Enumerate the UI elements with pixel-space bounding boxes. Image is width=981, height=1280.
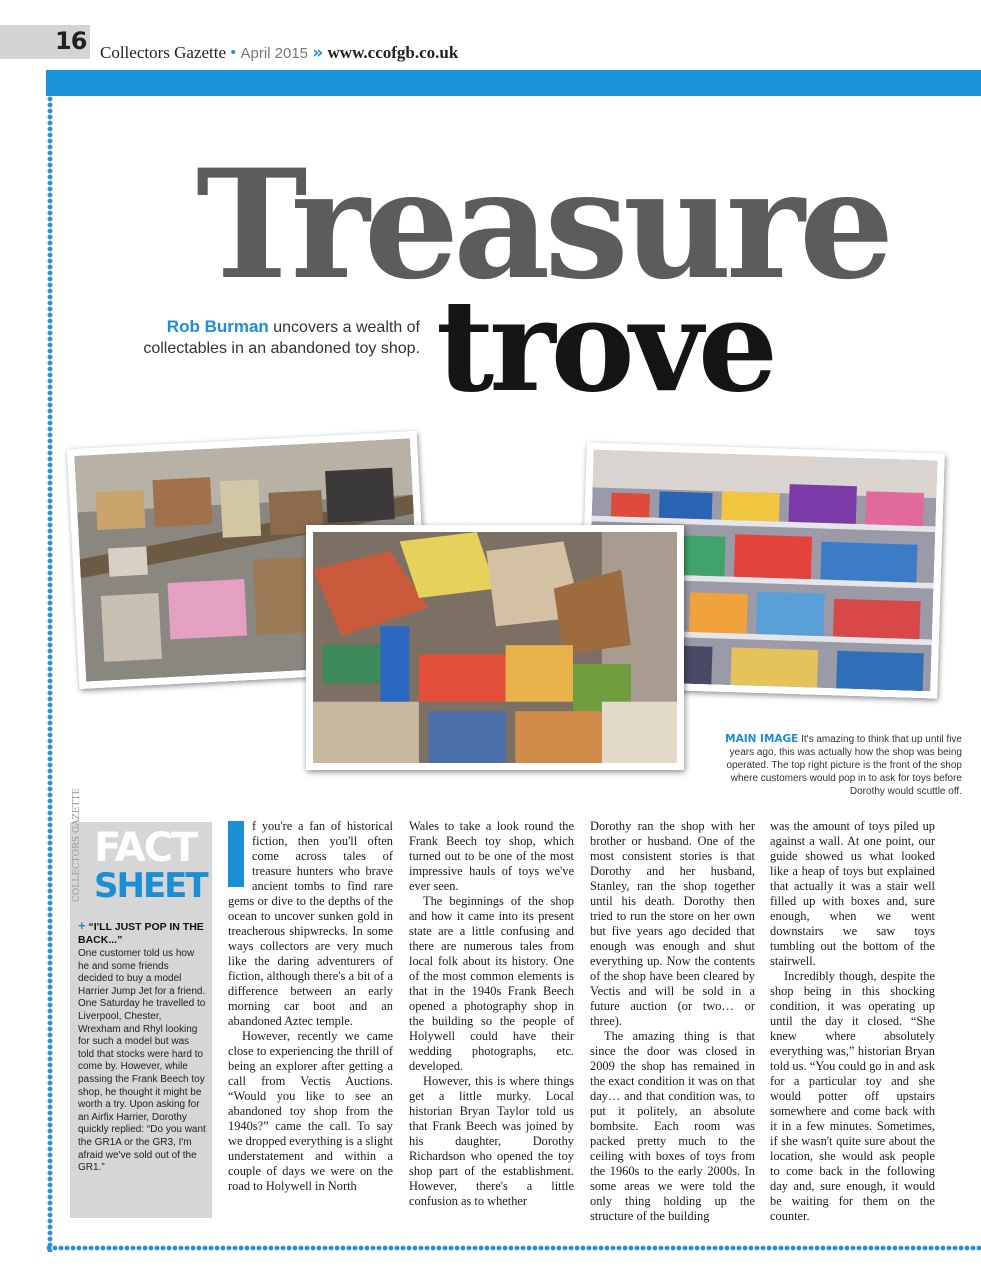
article-paragraph: Wales to take a look round the Frank Beech toy shop, which turned out to be one of the most impressive hauls of toys we've ever seen. xyxy=(409,819,574,893)
fact-sheet-heading xyxy=(70,787,212,908)
caption-label: MAIN IMAGE xyxy=(725,733,799,745)
fact-sheet-subheading xyxy=(78,920,212,946)
dotted-border-bottom xyxy=(46,1244,981,1252)
article-paragraph: However, this is where things get a little murky. Local historian Bryan Taylor told us that Frank Beech was joined by his daughter, Dorothy Richardson who opened the toy shop part of the establishment. However, there's a little confusion as to whether xyxy=(409,1074,574,1208)
headline-line-1: Treasure xyxy=(196,137,889,313)
article-paragraph: was the amount of toys piled up against a wall. At one point, our guide showed us what looked like a heap of toys but explained that actually it was a stair well filled up with boxes and, sure enough, when we went downstairs we saw toys tumbling out the bottom of the stairwell. xyxy=(770,819,935,968)
fact-sheet-title-1: FACT xyxy=(94,825,197,871)
header-blue-bar xyxy=(46,70,981,96)
website-url[interactable]: www.ccofgb.co.uk xyxy=(327,43,459,62)
article-column-3 xyxy=(590,819,755,1224)
fact-sheet-title-2: SHEET xyxy=(94,866,207,906)
article-column-4 xyxy=(770,819,935,1224)
running-header xyxy=(100,43,458,63)
issue-date: April 2015 xyxy=(240,45,309,62)
standfirst xyxy=(100,316,420,359)
publication-name: Collectors Gazette xyxy=(100,43,227,62)
dotted-border-left xyxy=(46,96,54,1252)
photo-caption xyxy=(700,733,962,798)
article-paragraph: Incredibly though, despite the shop being in this shocking condition, it was operating up until the day it closed. “She knew where absolutely everything was,” historian Bryan told us. “You could go in and ask for a particular toy and she would potter off upstairs somewhere and come back with it in a few minutes. Sometimes, if she wasn't quite sure about the location, she would ask people to come back in the following day and, sure enough, it would be waiting for them on the counter. xyxy=(770,969,935,1223)
article-paragraph: The beginnings of the shop and how it came into its present state are a little confusing and there are numerous tales from local folk about its history. One of the most common elements is that in the 1940s Frank Beech opened a photography shop in the building so the people of Holywell could have their wedding photographs, etc. developed. xyxy=(409,894,574,1073)
article-paragraph: Dorothy ran the shop with her brother or husband. One of the most consistent stories is that Dorothy and her husband, Stanley, ran the shop together until his death. Dorothy then tried to run the store on her own but five years ago decided that enough was enough and shut everything up. Now the contents of the shop have been cleared by Vectis and will be sold in a future auction (or two… or three). xyxy=(590,819,755,1028)
fact-sheet-brand: COLLECTORS GAZETTE xyxy=(72,787,82,902)
fact-sheet-box xyxy=(70,787,212,1218)
photo-main-pile xyxy=(306,525,684,770)
caption-text: It's amazing to think that up until five years ago, this was actually how the shop was being operated. The top right picture is the front of the shop where customers would pop in to ask for toys before Dorothy would scuttle off. xyxy=(726,734,962,797)
drop-cap xyxy=(228,821,244,887)
article-paragraph: However, recently we came close to experiencing the thrill of being an explorer after getting a call from Vectis Auctions. “Would you like to see an abandoned toy shop from the 1940s?” came the call. To say we dropped everything is a slight understatement and within a couple of days we were on the road to Holywell in North xyxy=(228,1029,393,1193)
author-name: Rob Burman xyxy=(166,317,269,336)
chevron-right-icon: » xyxy=(312,43,324,63)
fact-sheet-body: One customer told us how he and some friends decided to buy a model Harrier Jump Jet for a friend. One Saturday he travelled to Liverpool, Chester, Wrexham and Rhyl looking for such a model but was told that stocks were hard to come by. However, while passing the Frank Beech toy shop, he thought it might be worth a try. Upon asking for an Airfix Harrier, Dorothy quickly replied: “Do you want the GR1A or the GR3, I'm afraid we've sold out of the GR1.” xyxy=(78,948,206,1174)
photo-main-image xyxy=(313,532,677,763)
plus-icon: + xyxy=(78,918,86,933)
header-separator: • xyxy=(230,43,237,62)
page-number: 16 xyxy=(55,27,87,55)
standfirst-text: uncovers a wealth of collectables in an abandoned toy shop. xyxy=(143,319,420,357)
headline-line-2: trove xyxy=(436,272,774,420)
article-paragraph: f you're a fan of historical fiction, then you'll often come across tales of treasure hunters who brave ancient tombs to find rare gems or dive to the depths of the ocean to uncover sunken gold in treacherous shipwrecks. In some ways collectors are very much like the daring adventurers of fiction, although there's a bit of a difference between an early morning car boot and an abandoned Aztec temple. xyxy=(228,819,393,1028)
article-column-1 xyxy=(228,819,393,1194)
article-paragraph: The amazing thing is that since the door was closed in 2009 the shop has remained in the exact condition it was on that day… and that condition was, to put it politely, an absolute bombsite. Each room was packed pretty much to the ceiling with boxes of toys from the 1960s to the early 2000s. In some areas we were told the only thing holding up the structure of the building xyxy=(590,1029,755,1223)
fact-sheet-subheading-text: “I'LL JUST POP IN THE BACK...” xyxy=(78,921,204,946)
article-column-2 xyxy=(409,819,574,1209)
